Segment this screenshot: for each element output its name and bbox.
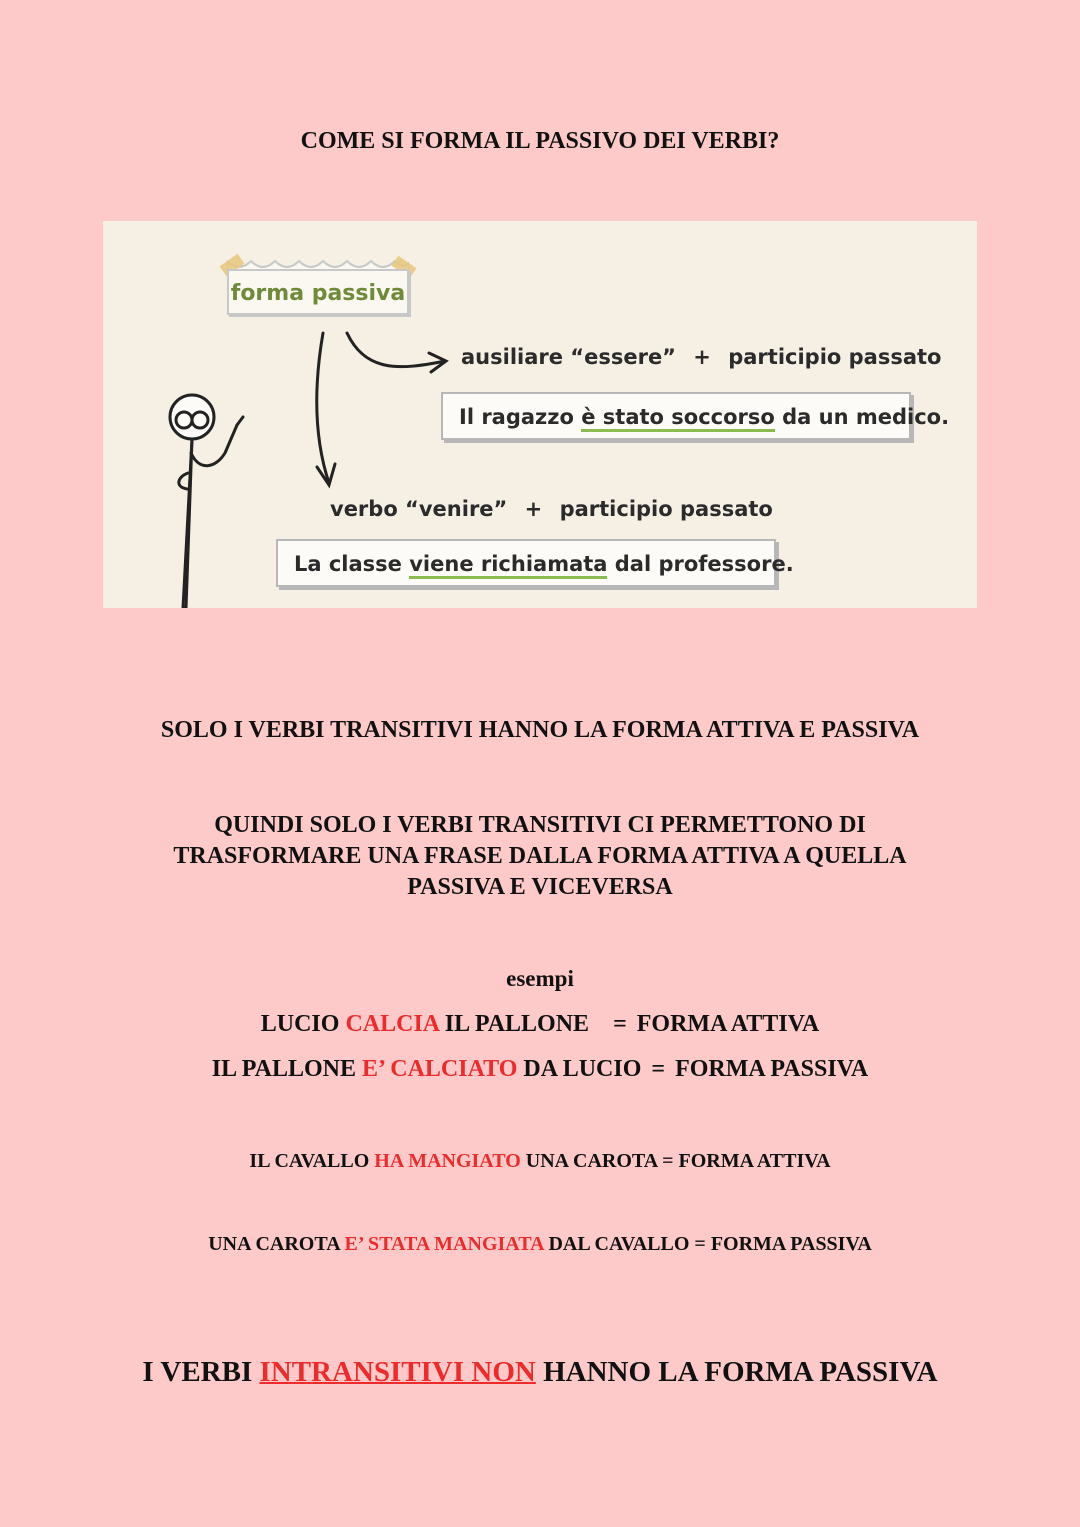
rule-venire — [330, 497, 773, 521]
footer-post: HANNO LA FORMA PASSIVA — [535, 1356, 938, 1388]
example-verb: E’ CALCIATO — [362, 1056, 518, 1082]
rule-venire-part1: verbo “venire” — [330, 497, 508, 521]
example-box-venire — [276, 539, 794, 587]
example2-before: La classe — [294, 552, 410, 576]
example-row — [0, 1233, 1080, 1256]
example-form: FORMA ATTIVA — [678, 1150, 831, 1172]
passive-form-illustration — [103, 221, 977, 608]
arrow-icon — [317, 333, 446, 485]
example-verb: CALCIA — [345, 1011, 439, 1037]
stick-figure-icon — [170, 395, 243, 608]
equals-sign: = — [651, 1056, 666, 1082]
rule-essere-part1: ausiliare “essere” — [461, 345, 676, 369]
plus-sign: + — [524, 497, 543, 521]
example-form: FORMA PASSIVA — [675, 1056, 869, 1082]
example-subject: UNA CAROTA — [208, 1233, 345, 1255]
footer-statement — [0, 1356, 1080, 1389]
footer-highlight: INTRANSITIVI NON — [259, 1356, 536, 1388]
example-subject: IL CAVALLO — [249, 1150, 375, 1172]
equals-sign: = — [662, 1150, 674, 1172]
example-box-essere — [441, 392, 950, 440]
example-verb: E’ STATA MANGIATA — [344, 1233, 544, 1255]
example1-highlight: è stato soccorso — [581, 405, 775, 432]
plus-sign: + — [693, 345, 711, 369]
example-row — [0, 1011, 1080, 1038]
equals-sign: = — [613, 1011, 627, 1037]
equals-sign: = — [694, 1233, 706, 1255]
rule-venire-part2: participio passato — [559, 497, 773, 521]
example-verb: HA MANGIATO — [374, 1150, 521, 1172]
example1-after: da un medico. — [774, 405, 950, 429]
statement-line: TRASFORMARE UNA FRASE DALLA FORMA ATTIVA A QUELLA — [173, 843, 907, 869]
example-subject: IL PALLONE — [211, 1056, 363, 1082]
page-title: COME SI FORMA IL PASSIVO DEI VERBI? — [300, 128, 780, 154]
example-row — [0, 1056, 1080, 1083]
statement-line: QUINDI SOLO I VERBI TRANSITIVI CI PERMETTONO DI — [214, 812, 866, 838]
example1-before: Il ragazzo — [459, 405, 582, 429]
example-form: FORMA PASSIVA — [710, 1233, 872, 1255]
examples-label: esempi — [506, 966, 574, 991]
example2-after: dal professore. — [607, 552, 794, 576]
example-object: DAL CAVALLO — [543, 1233, 690, 1255]
example2-highlight: viene richiamata — [409, 552, 607, 579]
rule-essere — [461, 345, 941, 369]
footer-pre: I VERBI — [142, 1356, 260, 1388]
statement-line: PASSIVA E VICEVERSA — [407, 874, 673, 900]
rule-essere-part2: participio passato — [728, 345, 942, 369]
statement-transitive: SOLO I VERBI TRANSITIVI HANNO LA FORMA ATTIVA E PASSIVA — [160, 717, 920, 743]
example-form: FORMA ATTIVA — [636, 1011, 820, 1037]
tag-forma-passiva: forma passiva — [227, 269, 409, 315]
example-row — [0, 1150, 1080, 1173]
example-object: DA LUCIO — [517, 1056, 642, 1082]
example-subject: LUCIO — [260, 1011, 346, 1037]
example-object: UNA CAROTA — [520, 1150, 658, 1172]
example-object: IL PALLONE — [438, 1011, 590, 1037]
statement-transform — [0, 810, 1080, 903]
